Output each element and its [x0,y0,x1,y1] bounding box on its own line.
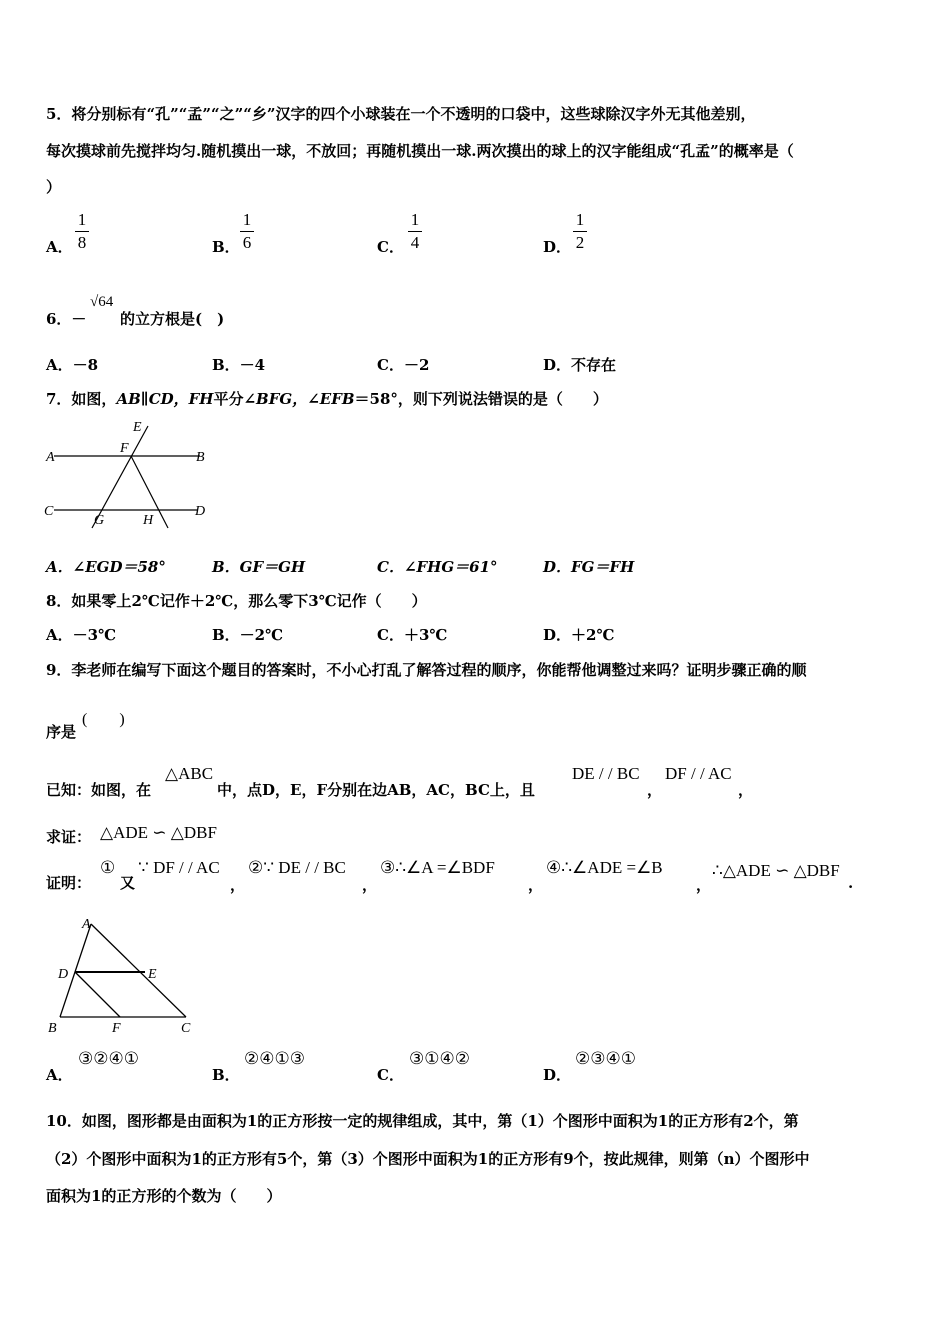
label-d: D [58,967,69,982]
q9-given-mid: 中，点D，E，F分别在边AB，AC，BC上，且 [217,781,535,799]
q5-option-c-letter: C． [377,238,404,256]
q7-stem [46,388,608,409]
q10-line3: 面积为1的正方形的个数为（ ） [46,1187,282,1205]
q6-option-d: D．不存在 [543,356,617,374]
q10-line1: 10．如图，图形都是由面积为1的正方形按一定的规律组成，其中，第（1）个图形中面积为1的正方形有2个，第 [46,1112,799,1130]
q9-given-condition-2: DF / / AC [665,764,732,783]
q8-stem: 8．如果零上2℃记作＋2℃，那么零下3℃记作（ ） [46,592,427,610]
denominator: 2 [575,233,585,252]
q9-step1-you: 又 [120,874,136,892]
q9-given-condition-1: DE / / BC [572,764,640,783]
q7-text-math: AB∥CD，FH [116,390,214,408]
q5-line2: 每次摸球前先搅拌均匀.随机摸出一球，不放回；再随机摸出一球.两次摸出的球上的汉字能组成“孔孟”的概率是（ [46,142,794,160]
q9-step-comma-1: ， [230,876,246,894]
q6-radical: √64 [90,294,114,310]
q9-comma-2: ， [738,781,754,799]
q7-option-d: D．FG＝FH [543,558,635,576]
label-h: H [143,513,154,528]
q7-figure [40,418,220,530]
q6-option-a: A．－8 [46,356,99,374]
q7-text-eq: ＝58°，则下列说法错误的是（ ） [354,390,608,408]
q7-option-b: B．GF＝GH [212,558,306,576]
q9-step4: ④∴∠ADE =∠B [546,858,663,877]
q5-option-c-fraction [408,210,422,253]
q7-option-c: C．∠FHG＝61° [377,558,498,576]
q9-answer-blank: ( ) [82,711,125,728]
label-a: A [82,917,91,932]
q9-step2: ②∵ DE / / BC [248,858,346,877]
q7-text-mid: 平分 [213,390,244,408]
q9-step-comma-4: ， [696,876,712,894]
q9-option-a-value: ③②④① [78,1049,139,1068]
q6-suffix: 的立方根是( ) [120,310,225,328]
q9-step-comma-2: ， [362,876,378,894]
q9-proof-label: 证明： [46,874,92,892]
q9-step3: ③∴∠A =∠BDF [380,858,495,877]
q9-option-d-letter: D． [543,1066,572,1084]
segment-df [75,972,120,1017]
q7-text-prefix: 7．如图， [46,390,117,408]
q5-line3: ） [46,178,62,196]
label-c: C [181,1021,191,1036]
label-b: B [48,1021,57,1036]
q9-option-b-letter: B． [212,1066,240,1084]
q6-option-b: B．－4 [212,356,266,374]
q9-prove-label: 求证： [46,828,92,846]
q5-option-a-letter: A． [46,238,73,256]
numerator: 1 [575,210,585,229]
denominator: 6 [242,233,252,252]
q8-option-c: C．＋3℃ [377,626,448,644]
q8-option-a: A．－3℃ [46,626,117,644]
q7-text-angle: ∠BFG，∠EFB [243,390,355,408]
q9-step1: ∵ DF / / AC [138,858,220,877]
q9-option-a-letter: A． [46,1066,73,1084]
numerator: 1 [77,210,87,229]
q5-option-b-fraction [240,210,254,253]
label-e: E [148,967,157,982]
denominator: 4 [410,233,420,252]
label-d: D [195,504,206,519]
label-g: G [94,513,105,528]
q9-period: . [848,874,854,892]
q9-option-c-letter: C． [377,1066,404,1084]
label-b: B [196,450,205,465]
q9-comma-1: ， [647,781,663,799]
label-c: C [44,504,54,519]
label-a: A [46,450,55,465]
q5-option-a-fraction [75,210,89,253]
q9-step-comma-3: ， [528,876,544,894]
label-e: E [133,420,142,435]
q9-option-d-value: ②③④① [575,1049,636,1068]
label-f: F [112,1021,121,1036]
q9-step1-number: ① [100,858,116,877]
numerator: 1 [410,210,420,229]
q9-given-triangle: △ABC [165,764,214,783]
label-f: F [120,441,129,456]
q9-line1: 9．李老师在编写下面这个题目的答案时，不小心打乱了解答过程的顺序，你能帮他调整过来吗？证明步骤正确的顺 [46,661,807,679]
q10-line2: （2）个图形中面积为1的正方形有5个，第（3）个图形中面积为1的正方形有9个，按此规律，则第（n）个图形中 [46,1150,810,1168]
q9-given-label: 已知：如图，在 [46,781,152,799]
q5-option-d-letter: D． [543,238,572,256]
q8-option-d: D．＋2℃ [543,626,615,644]
q9-option-c-value: ③①④② [409,1049,470,1068]
q6-option-c: C．－2 [377,356,430,374]
q9-conclusion: ∴△ADE ∽ △DBF [712,861,840,880]
q9-figure [40,912,200,1038]
q5-line1: 5．将分别标有“孔”“孟”“之”“乡”汉字的四个小球装在一个不透明的口袋中，这些球除汉字外无其他差别， [46,105,756,123]
q5-option-d-fraction [573,210,587,253]
q9-line2-text: 序是 [46,723,77,741]
q9-prove-statement: △ADE ∽ △DBF [100,823,217,842]
denominator: 8 [77,233,87,252]
q5-option-b-letter: B． [212,238,240,256]
q9-option-b-value: ②④①③ [244,1049,305,1068]
q7-option-a: A．∠EGD＝58° [46,558,166,576]
numerator: 1 [242,210,252,229]
q6-prefix: 6．－ [46,310,87,328]
q8-option-b: B．－2℃ [212,626,284,644]
